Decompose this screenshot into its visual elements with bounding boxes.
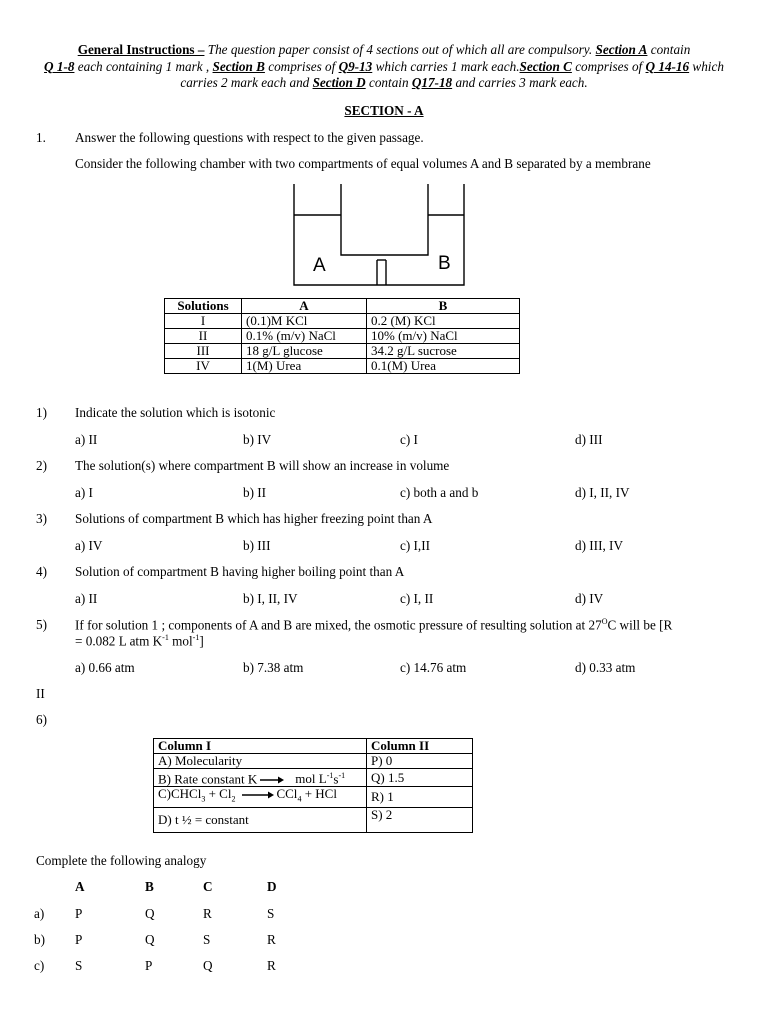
text-segment: B) Rate constant K [158, 771, 258, 787]
table-cell: D) t ½ = constant [154, 807, 367, 832]
chamber-diagram [280, 180, 480, 292]
table-row [154, 787, 473, 808]
answer-option[interactable]: c) both a and b [400, 485, 479, 500]
inner-wall [341, 184, 428, 255]
answer-option[interactable]: b) IV [243, 432, 272, 447]
table-cell: 0.2 (M) KCl [367, 314, 520, 329]
table-row [154, 807, 473, 832]
q14-16-ref: Q 14-16 [645, 58, 690, 74]
analogy-cell: P [75, 932, 83, 947]
text-segment: C)CHCl [158, 786, 202, 802]
matching-table [153, 738, 473, 833]
table-cell: 0.1% (m/v) NaCl [242, 329, 367, 344]
text-segment: mol L [295, 771, 327, 787]
instructions-text: and carries 3 mark each. [452, 75, 588, 90]
answer-option[interactable]: c) I, II [400, 591, 434, 606]
subquestion-text: Solution of compartment B having higher boiling point than A [75, 564, 405, 579]
instructions-text: contain [365, 75, 412, 90]
table-cell: 1(M) Urea [242, 359, 367, 374]
option-label[interactable]: c) [34, 958, 45, 973]
subquestion-text-continued [75, 633, 204, 649]
table-header: Column I [154, 739, 367, 754]
subquestion-text [75, 617, 672, 633]
compartment-a-label: A [313, 255, 326, 276]
analogy-cell: Q [145, 932, 155, 947]
analogy-header: B [145, 879, 154, 894]
compartment-b-label: B [438, 253, 451, 274]
solutions-table [164, 298, 520, 374]
subquestion-text: The solution(s) where compartment B will show an increase in volume [75, 458, 450, 473]
table-header: B [367, 299, 520, 314]
answer-option[interactable]: d) IV [575, 591, 604, 606]
table-cell: (0.1)M KCl [242, 314, 367, 329]
analogy-cell: S [267, 906, 275, 921]
table-cell: A) Molecularity [154, 754, 367, 769]
answer-option[interactable]: a) II [75, 591, 98, 606]
table-row [165, 344, 520, 359]
section-a-ref: Section A [595, 42, 648, 57]
instructions-lead: General Instructions – [77, 42, 205, 57]
answer-option[interactable]: d) I, II, IV [575, 485, 630, 500]
table-row [154, 769, 473, 787]
table-cell: 34.2 g/L sucrose [367, 344, 520, 359]
section-marker: II [36, 686, 45, 701]
table-cell: IV [165, 359, 242, 374]
superscript: -1 [192, 633, 200, 642]
table-cell: III [165, 344, 242, 359]
question-text: Answer the following questions with respect to the given passage. [75, 130, 424, 145]
text-segment: If for solution 1 ; components of A and B are mixed, the osmotic pressure of resulting solution at 27 [75, 617, 602, 633]
answer-option[interactable]: c) 14.76 atm [400, 660, 467, 675]
table-header-row [154, 739, 473, 754]
instructions-text: contain [647, 42, 691, 57]
table-cell: 10% (m/v) NaCl [367, 329, 520, 344]
table-cell: R) 1 [367, 787, 473, 808]
subquestion-text: Solutions of compartment B which has higher freezing point than A [75, 511, 433, 526]
instructions-text: comprises of [264, 58, 339, 74]
analogy-prompt: Complete the following analogy [36, 853, 207, 868]
arrow-right-icon [241, 790, 275, 800]
instructions-text: comprises of [571, 58, 646, 74]
option-label[interactable]: a) [34, 906, 45, 921]
text-segment: mol [168, 633, 193, 649]
analogy-cell: R [203, 906, 212, 921]
subquestion-text: Indicate the solution which is isotonic [75, 405, 276, 420]
subquestion-number: 4) [36, 564, 47, 579]
subscript: 2 [231, 794, 236, 804]
arrow-right-icon [259, 775, 285, 785]
table-cell: I [165, 314, 242, 329]
table-cell [154, 769, 367, 787]
table-cell: II [165, 329, 242, 344]
answer-option[interactable]: b) II [243, 485, 267, 500]
table-header: A [242, 299, 367, 314]
table-row [154, 754, 473, 769]
instructions-text: which carries 1 mark each. [372, 58, 520, 74]
general-instructions [36, 42, 732, 92]
analogy-cell: S [203, 932, 211, 947]
option-label[interactable]: b) [34, 932, 45, 947]
text-segment: + Cl [205, 786, 232, 802]
analogy-header: A [75, 879, 85, 894]
analogy-cell: R [267, 958, 276, 973]
question-number: 1. [36, 130, 46, 145]
superscript: -1 [162, 633, 169, 642]
analogy-cell: S [75, 958, 83, 973]
section-b-ref: Section B [212, 58, 265, 74]
answer-option[interactable]: b) III [243, 538, 271, 553]
table-header: Column II [367, 739, 473, 754]
answer-option[interactable]: a) 0.66 atm [75, 660, 135, 675]
analogy-cell: P [145, 958, 153, 973]
analogy-cell: Q [145, 906, 155, 921]
text-segment: + HCl [301, 786, 337, 802]
section-title: SECTION - A [344, 103, 424, 118]
subquestion-number: 5) [36, 617, 47, 632]
table-cell: 0.1(M) Urea [367, 359, 520, 374]
table-cell: S) 2 [367, 807, 473, 832]
answer-option[interactable]: c) I,II [400, 538, 431, 553]
answer-option[interactable]: c) I [400, 432, 418, 447]
instructions-text: each containing 1 mark , [74, 58, 213, 74]
analogy-cell: R [267, 932, 276, 947]
answer-option[interactable]: d) III, IV [575, 538, 623, 553]
subscript: 4 [297, 794, 302, 804]
section-c-ref: Section C [519, 58, 572, 74]
text-segment: CCl [276, 786, 298, 802]
table-row [165, 359, 520, 374]
table-header-row [165, 299, 520, 314]
subquestion-number: 3) [36, 511, 47, 526]
text-segment: = 0.082 L atm K [75, 633, 163, 649]
superscript: -1 [338, 771, 346, 780]
section-d-ref: Section D [312, 75, 366, 90]
degree-superscript: O [601, 617, 608, 626]
subquestion-number: 2) [36, 458, 47, 473]
instructions-text: The question paper consist of 4 sections out of which all are compulsory. [204, 42, 596, 57]
analogy-header: D [267, 879, 277, 894]
instructions-text: which carries 2 mark each and [180, 58, 724, 90]
table-cell [154, 787, 367, 808]
text-segment: s [333, 771, 339, 787]
text-segment: ] [199, 633, 204, 649]
table-header: Solutions [165, 299, 242, 314]
analogy-cell: Q [203, 958, 213, 973]
answer-option[interactable]: d) III [575, 432, 603, 447]
answer-option[interactable]: b) 7.38 atm [243, 660, 304, 675]
answer-option[interactable]: d) 0.33 atm [575, 660, 636, 675]
answer-option[interactable]: b) I, II, IV [243, 591, 298, 606]
answer-option[interactable]: a) IV [75, 538, 103, 553]
answer-option[interactable]: a) II [75, 432, 98, 447]
text-segment: C will be [R [607, 617, 673, 633]
table-row [165, 314, 520, 329]
passage-text: Consider the following chamber with two compartments of equal volumes A and B separated by a membrane [75, 156, 651, 171]
q1-8-ref: Q 1-8 [44, 58, 75, 74]
table-cell: P) 0 [367, 754, 473, 769]
analogy-header: C [203, 879, 213, 894]
table-row [165, 329, 520, 344]
subquestion-number: 1) [36, 405, 47, 420]
subscript: 3 [201, 794, 206, 804]
answer-option[interactable]: a) I [75, 485, 93, 500]
q17-18-ref: Q17-18 [411, 75, 453, 90]
q9-13-ref: Q9-13 [338, 58, 373, 74]
table-cell: Q) 1.5 [367, 769, 473, 787]
table-cell: 18 g/L glucose [242, 344, 367, 359]
analogy-cell: P [75, 906, 83, 921]
question-number: 6) [36, 712, 47, 727]
superscript: -1 [326, 771, 334, 780]
